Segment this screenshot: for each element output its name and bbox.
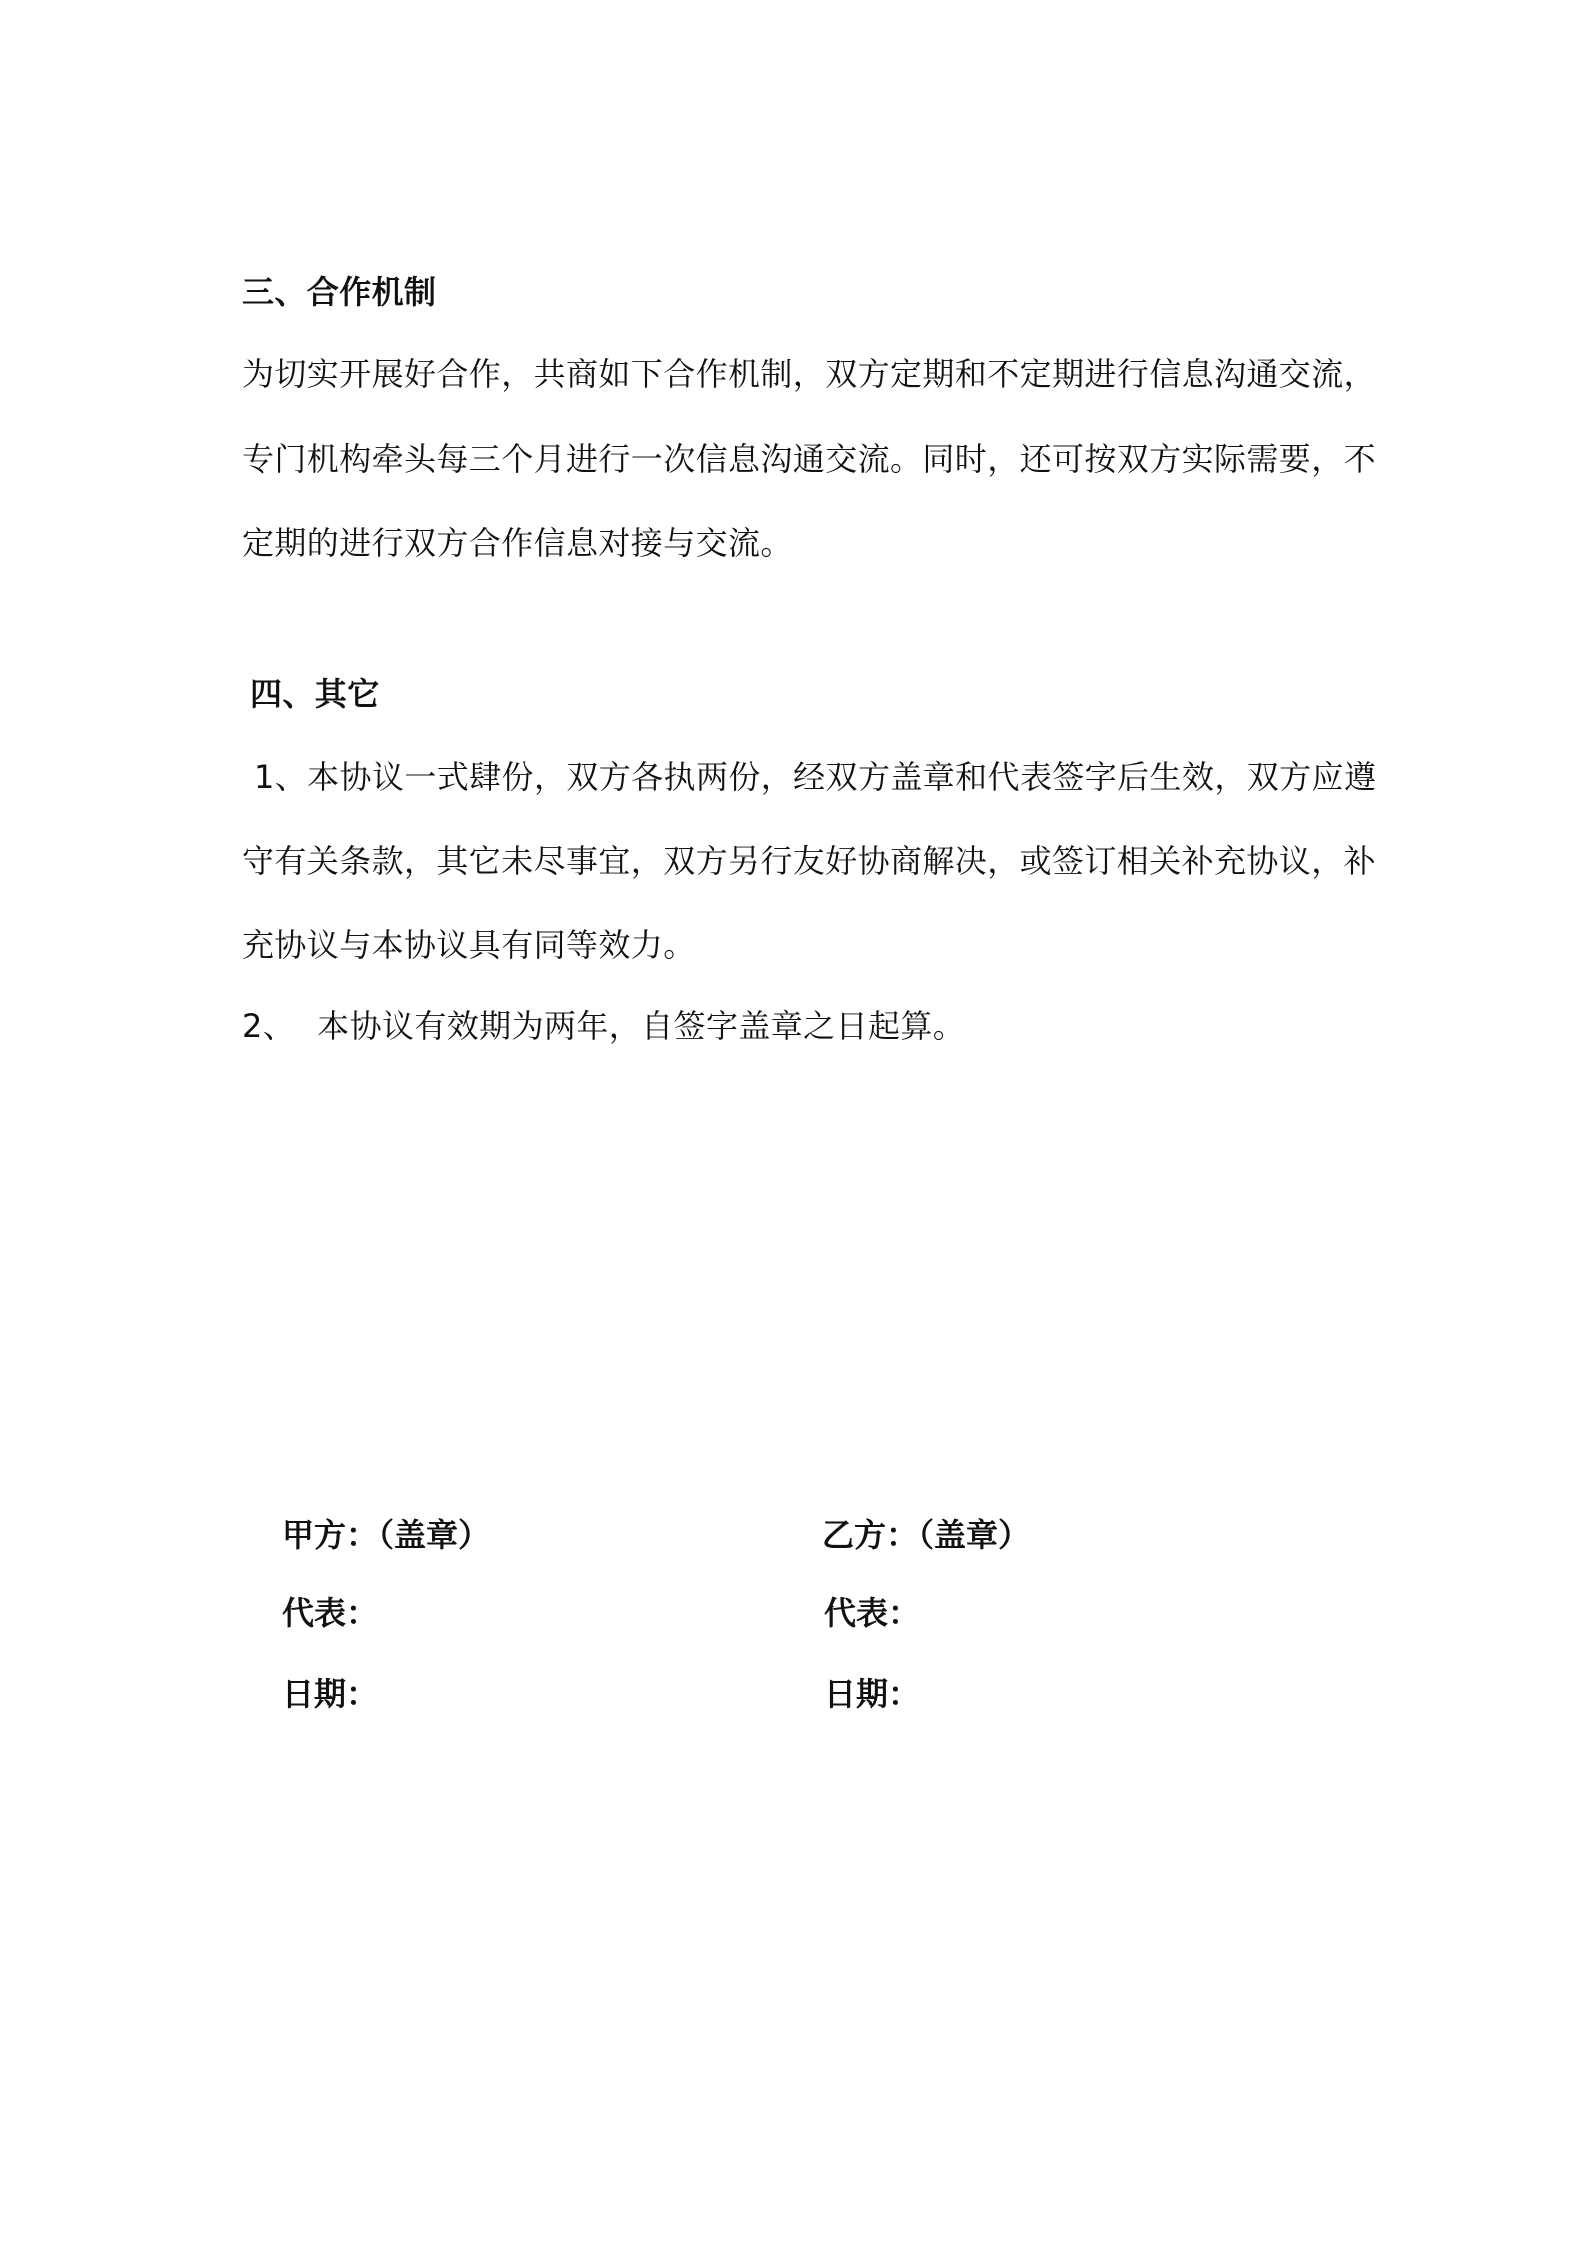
section-4-item-2 [242,1006,965,1046]
party-a-date-label: 日期： [282,1675,379,1713]
section-4-item-1-line-3: 充协议与本协议具有同等效力。 [242,926,696,964]
section-3-line-3: 定期的进行双方合作信息对接与交流。 [242,524,793,562]
party-b-date-label: 日期： [824,1675,921,1713]
party-b-seal-label: 乙方：（盖章） [822,1516,1031,1554]
section-4-item-1-line-2: 守有关条款，其它未尽事宜，双方另行友好协商解决，或签订相关补充协议，补 [242,842,1377,880]
party-b-representative-label: 代表： [824,1594,921,1632]
section-3-line-1: 为切实开展好合作，共商如下合作机制，双方定期和不定期进行信息沟通交流， [242,355,1377,393]
section-4-item-2-text: 本协议有效期为两年，自签字盖章之日起算。 [317,1007,966,1045]
party-a-representative-label: 代表： [282,1594,379,1632]
section-4-item-1-line-1: 1、本协议一式肆份，双方各执两份，经双方盖章和代表签字后生效，双方应遵 [254,758,1377,796]
section-4-heading: 四、其它 [250,675,380,713]
section-3-line-2: 专门机构牵头每三个月进行一次信息沟通交流。同时，还可按双方实际需要，不 [242,440,1377,478]
section-3-heading: 三、合作机制 [242,273,437,311]
party-a-seal-label: 甲方：（盖章） [282,1516,491,1554]
section-4-item-2-number: 2、 [242,1007,296,1045]
